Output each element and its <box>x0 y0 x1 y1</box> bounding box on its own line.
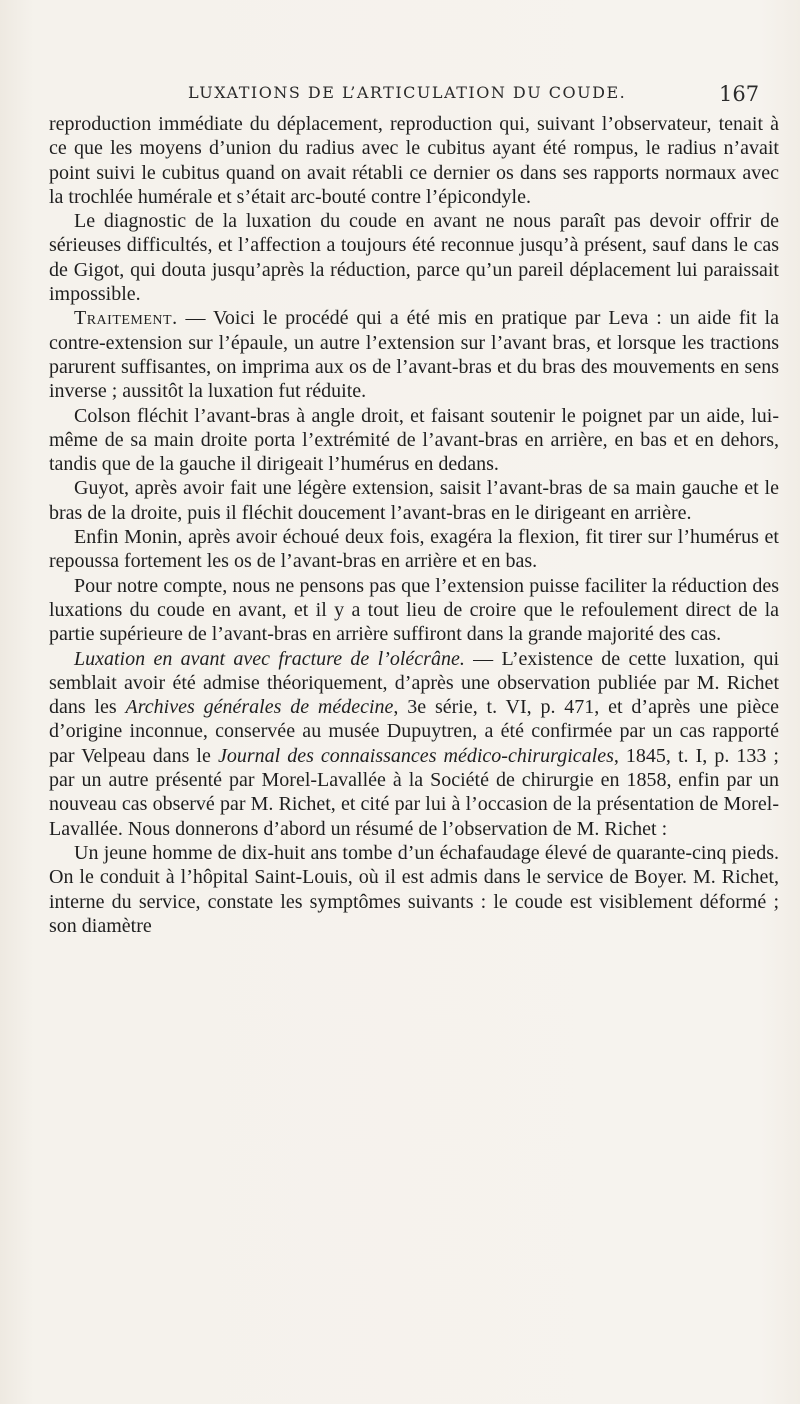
body-text <box>49 112 779 938</box>
paragraph-observation: Un jeune homme de dix-huit ans tombe d’un échafaudage élevé de quarante-cinq pieds. On le conduit à l’hôpital Saint-Louis, où il est admis dans le service de Boyer. M. Richet, interne du service, constate les symptômes suivants : le coude est visiblement déformé ; son diamètre <box>49 841 779 937</box>
section-heading-traitement: Traitement. <box>74 307 178 330</box>
paragraph-monin: Enfin Monin, après avoir échoué deux fois, exagéra la flexion, fit tirer sur l’humérus et repoussa fortement les os de l’avant-bras en arrière et en bas. <box>49 526 779 573</box>
citation-archives: Archives générales de médecine <box>125 696 394 719</box>
paragraph-notre-compte: Pour notre compte, nous ne pensons pas que l’extension puisse faciliter la réduction des luxations du coude en avant, et il y a tout lieu de croire que le refoulement direct de la partie supérieure de l’avant-bras en arrière suffiront dans la grande majorité des cas. <box>49 574 779 646</box>
section-heading-olecrane: Luxation en avant avec fracture de l’olécrâne. <box>74 647 465 670</box>
paragraph-olecrane-text-a: — L’existence de cette luxation, qui semblait avoir été admise théoriquement, d’après une observation publiée par M. Richet dans les <box>49 647 780 719</box>
paragraph-olecrane <box>49 647 779 841</box>
page-header <box>0 83 800 115</box>
paragraph-diagnostic: Le diagnostic de la luxation du coude en avant ne nous paraît pas devoir offrir de sérieuses difficultés, et l’affection a toujours été reconnue jusqu’à présent, sauf dans le cas de Gigot, qui douta jusqu’après la réduction, parce qu’un pareil déplacement lui paraissait impossible. <box>49 210 779 306</box>
citation-journal: Journal des connaissances médico-chirurgicales <box>217 744 614 767</box>
paragraph-traitement <box>49 306 779 403</box>
paragraph-traitement-text: — Voici le procédé qui a été mis en pratique par Leva : un aide fit la contre-extension sur l’épaule, un autre l’extension sur l’avant bras, et lorsque les tractions parurent suffisantes, on imprima aux os de l’avant-bras et du bras des mouvements en sens inverse ; aussitôt la luxation fut réduite. <box>49 307 779 403</box>
paragraph-continuation: reproduction immédiate du déplacement, reproduction qui, suivant l’observateur, tenait à ce que les moyens d’union du radius avec le cubitus ayant été rompus, le radius n’avait point suivi le cubitus quand on avait rétabli ce dernier os dans ses rapports normaux avec la trochlée humérale et s’était arc-bouté contre l’épicondyle. <box>49 113 779 208</box>
paragraph-olecrane-text-e: , 1845, t. I, p. 133 ; par un autre présenté par Morel-Lavallée à la Société de chirurgie en 1858, enfin par un nouveau cas observé par M. Richet, et cité par lui à l’occasion de la présentation de Morel-Lavallée. Nous donnerons d’abord un résumé de l’observation de M. Richet : <box>49 744 779 840</box>
page-number: 167 <box>719 82 760 106</box>
paragraph-guyot: Guyot, après avoir fait une légère extension, saisit l’avant-bras de sa main gauche et le bras de la droite, puis il fléchit doucement l’avant-bras en le dirigeant en arrière. <box>49 477 779 524</box>
running-head: LUXATIONS DE L’ARTICULATION DU COUDE. <box>188 83 627 102</box>
paragraph-olecrane-text-c: , 3e série, t. VI, p. 471, et d’après une pièce d’origine inconnue, conservée au musée Dupuytren, a été confirmée par un cas rapporté par Velpeau dans le <box>49 696 779 767</box>
paragraph-colson: Colson fléchit l’avant-bras à angle droit, et faisant soutenir le poignet par un aide, lui-même de sa main droite porta l’extrémité de l’avant-bras en arrière, en bas et en dehors, tandis que de la gauche il dirigeait l’humérus en dedans. <box>49 404 779 476</box>
